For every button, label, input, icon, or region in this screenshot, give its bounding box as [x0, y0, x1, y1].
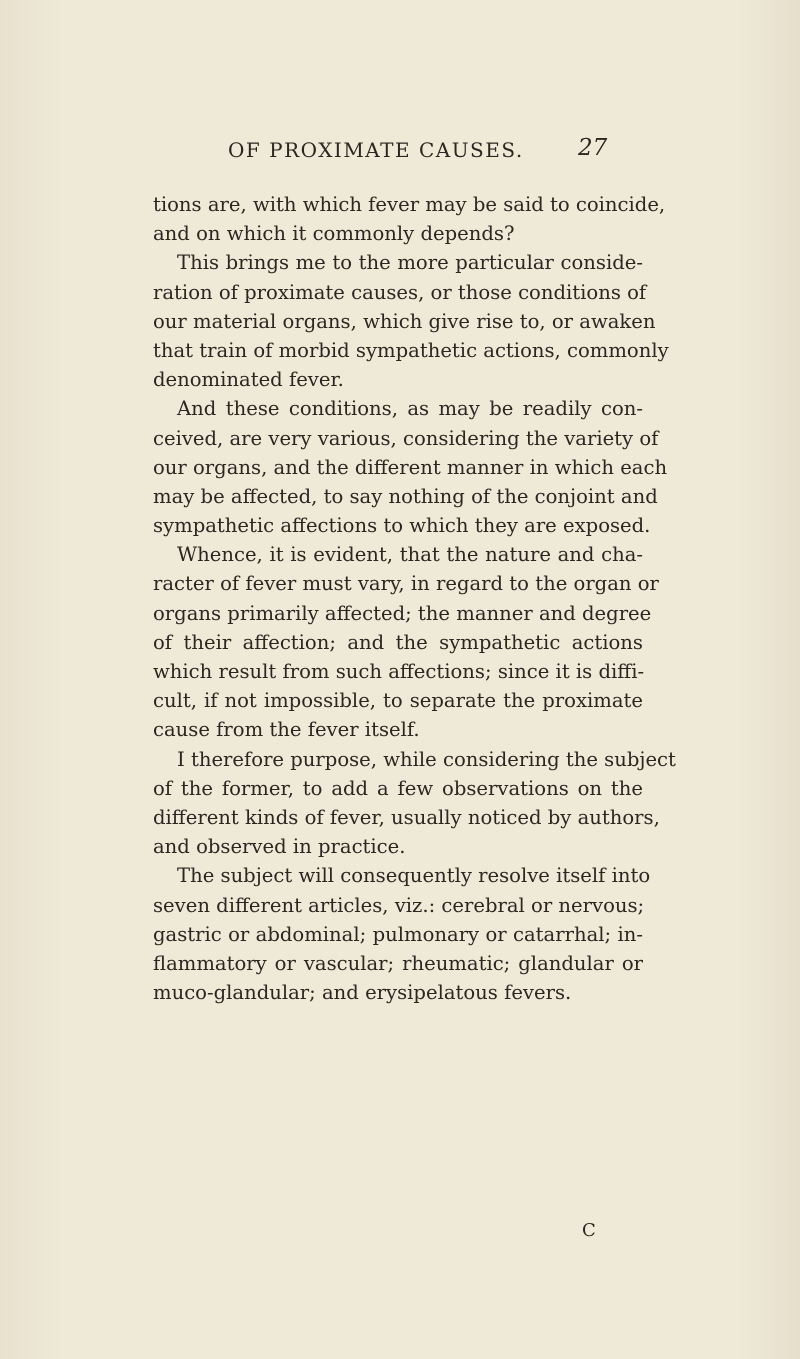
text-line: ration of proximate causes, or those conditions of [153, 280, 647, 304]
text-line: ceived, are very various, considering the variety of [153, 426, 659, 450]
text-line: Whence, it is evident, that the nature and cha- [177, 543, 643, 567]
text-line: may be affected, to say nothing of the conjoint and [153, 484, 658, 508]
text-line: and on which it commonly depends? [153, 222, 515, 246]
text-line: of their affection; and the sympathetic actions [153, 630, 643, 654]
running-head: OF PROXIMATE CAUSES. [228, 138, 524, 162]
text-line: flammatory or vascular; rheumatic; glandular or [153, 951, 643, 975]
text-line: cause from the fever itself. [153, 718, 420, 742]
text-line: tions are, with which fever may be said to coincide, [153, 193, 666, 216]
text-line: our organs, and the different manner in which each [153, 455, 668, 479]
text-line: muco-glandular; and erysipelatous fevers. [153, 981, 572, 1005]
body-text [153, 190, 676, 1007]
text-line: organs primarily affected; the manner and degree [153, 601, 652, 625]
text-line: And these conditions, as may be readily con- [177, 397, 643, 421]
signature-mark: C [582, 1220, 596, 1241]
page-header [0, 135, 800, 172]
text-line: gastric or abdominal; pulmonary or catarrhal; in- [153, 922, 643, 946]
text-line: This brings me to the more particular conside- [177, 251, 643, 275]
text-line: which result from such affections; since it is diffi- [153, 660, 645, 683]
text-line: I therefore purpose, while considering the subject [177, 747, 676, 771]
text-line: sympathetic affections to which they are exposed. [153, 514, 651, 538]
text-line: The subject will consequently resolve itself into [177, 864, 651, 888]
text-line: and observed in practice. [153, 835, 406, 859]
text-line: our material organs, which give rise to, or awaken [153, 309, 656, 333]
text-line: seven different articles, viz.: cerebral or nervous; [153, 893, 645, 917]
text-line: denominated fever. [153, 368, 344, 392]
text-line: racter of fever must vary, in regard to the organ or [153, 572, 659, 596]
text-line: different kinds of fever, usually noticed by authors, [153, 805, 660, 829]
page-number: 27 [578, 135, 608, 161]
text-line: that train of morbid sympathetic actions, commonly [153, 338, 669, 362]
text-line: cult, if not impossible, to separate the proximate [153, 689, 643, 713]
text-line: of the former, to add a few observations on the [153, 776, 643, 800]
